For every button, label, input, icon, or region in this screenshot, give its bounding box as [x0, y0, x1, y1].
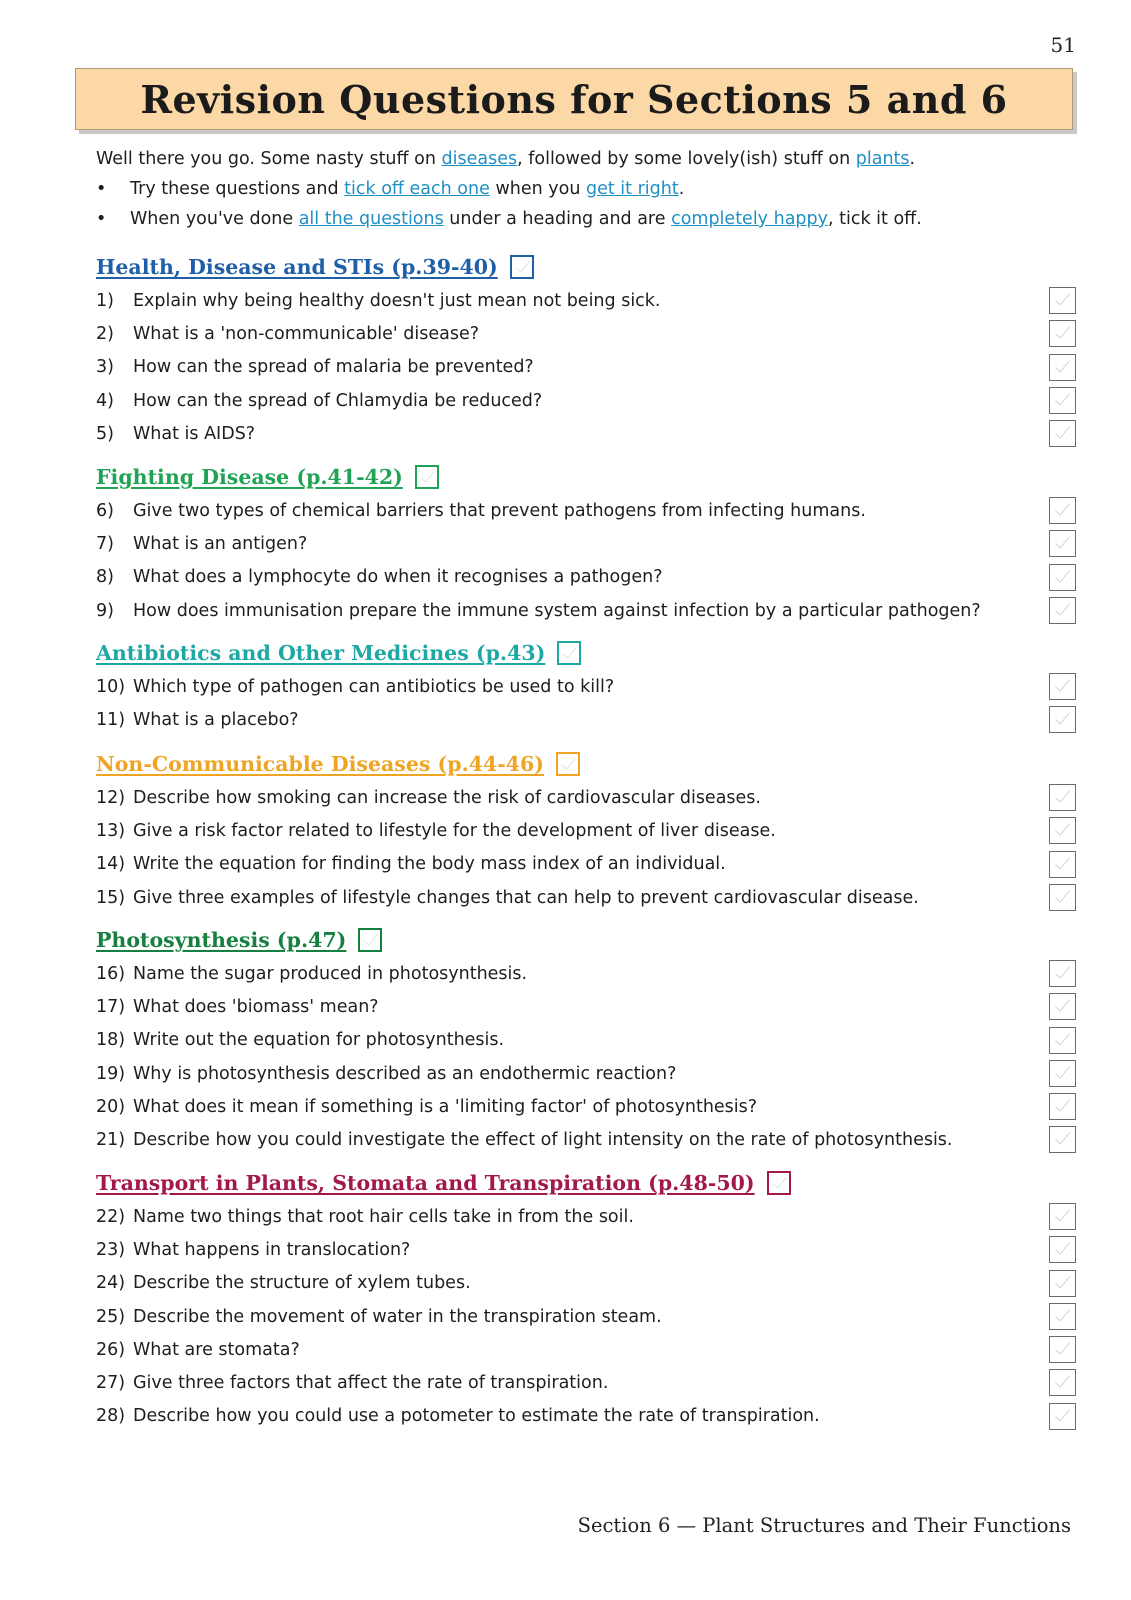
question-text: What is a placebo?: [133, 709, 299, 730]
section: [96, 1166, 1076, 1433]
question-checkbox[interactable]: [1049, 564, 1076, 591]
question-checkbox[interactable]: [1049, 706, 1076, 733]
question-number: 19): [96, 1063, 126, 1084]
question-checkbox[interactable]: [1049, 1236, 1076, 1263]
question-text: Which type of pathogen can antibiotics be used to kill?: [133, 676, 615, 697]
intro-text: when you: [489, 179, 586, 199]
section-heading: [96, 636, 1076, 670]
question-checkbox[interactable]: [1049, 1060, 1076, 1087]
section: [96, 747, 1076, 914]
intro-text: .: [678, 179, 685, 199]
intro: [96, 144, 1056, 234]
section-title: Transport in Plants, Stomata and Transpiration (p.48-50): [96, 1171, 755, 1195]
question-checkbox[interactable]: [1049, 287, 1076, 314]
question-text: How can the spread of malaria be prevented?: [133, 357, 534, 378]
question-item: [96, 384, 1076, 417]
question-number: 27): [96, 1373, 126, 1394]
question-item: [96, 561, 1076, 594]
highlight-completely-happy: completely happy: [671, 209, 828, 229]
question-checkbox[interactable]: [1049, 1093, 1076, 1120]
question-item: [96, 284, 1076, 317]
section-checkbox[interactable]: [415, 465, 439, 489]
question-item: [96, 990, 1076, 1023]
question-list: [96, 781, 1076, 914]
question-item: [96, 1233, 1076, 1266]
question-item: [96, 494, 1076, 527]
question-checkbox[interactable]: [1049, 960, 1076, 987]
question-number: 18): [96, 1030, 126, 1051]
question-checkbox[interactable]: [1049, 320, 1076, 347]
question-text: What does 'biomass' mean?: [133, 996, 379, 1017]
question-text: What does a lymphocyte do when it recognises a pathogen?: [133, 567, 663, 588]
question-checkbox[interactable]: [1049, 597, 1076, 624]
page-footer: Section 6 — Plant Structures and Their Functions: [577, 1514, 1071, 1537]
question-item: [96, 881, 1076, 914]
question-number: 2): [96, 323, 114, 344]
question-item: [96, 594, 1076, 627]
intro-text: Try these questions and: [130, 179, 345, 199]
question-text: Describe how you could investigate the effect of light intensity on the rate of photosynthesis.: [133, 1130, 953, 1151]
question-number: 9): [96, 600, 114, 621]
question-checkbox[interactable]: [1049, 817, 1076, 844]
question-item: [96, 317, 1076, 350]
question-text: Name the sugar produced in photosynthesis.: [133, 963, 528, 984]
question-number: 5): [96, 423, 114, 444]
question-item: [96, 1366, 1076, 1399]
question-text: How can the spread of Chlamydia be reduced?: [133, 390, 543, 411]
question-number: 12): [96, 787, 126, 808]
question-item: [96, 814, 1076, 847]
question-item: [96, 1057, 1076, 1090]
section-title: Antibiotics and Other Medicines (p.43): [96, 641, 546, 665]
section-heading: [96, 460, 1076, 494]
highlight-diseases: diseases: [441, 149, 518, 169]
question-number: 26): [96, 1339, 126, 1360]
section-checkbox[interactable]: [767, 1171, 791, 1195]
intro-text: , tick it off.: [828, 209, 922, 229]
question-number: 28): [96, 1406, 126, 1427]
section-heading: [96, 1166, 1076, 1200]
question-checkbox[interactable]: [1049, 993, 1076, 1020]
question-number: 7): [96, 533, 114, 554]
question-number: 22): [96, 1206, 126, 1227]
question-text: Describe the movement of water in the transpiration steam.: [133, 1306, 662, 1327]
section-title: Photosynthesis (p.47): [96, 928, 347, 952]
section-heading: [96, 747, 1076, 781]
section: [96, 636, 1076, 737]
question-checkbox[interactable]: [1049, 884, 1076, 911]
section-checkbox[interactable]: [358, 928, 382, 952]
question-checkbox[interactable]: [1049, 673, 1076, 700]
intro-text: .: [909, 149, 916, 169]
section-title: Health, Disease and STIs (p.39-40): [96, 255, 498, 279]
question-checkbox[interactable]: [1049, 1270, 1076, 1297]
question-item: [96, 1267, 1076, 1300]
question-text: Why is photosynthesis described as an endothermic reaction?: [133, 1063, 677, 1084]
question-number: 4): [96, 390, 114, 411]
question-text: Describe how you could use a potometer to estimate the rate of transpiration.: [133, 1406, 820, 1427]
intro-text: , followed by some lovely(ish) stuff on: [517, 149, 856, 169]
question-item: [96, 527, 1076, 560]
question-item: [96, 417, 1076, 450]
question-text: What is an antigen?: [133, 533, 308, 554]
question-text: Give two types of chemical barriers that prevent pathogens from infecting humans.: [133, 500, 866, 521]
question-checkbox[interactable]: [1049, 1403, 1076, 1430]
question-number: 24): [96, 1273, 126, 1294]
question-checkbox[interactable]: [1049, 1027, 1076, 1054]
question-item: [96, 1400, 1076, 1433]
intro-text: Well there you go. Some nasty stuff on: [96, 149, 442, 169]
page-number: 51: [1050, 33, 1076, 57]
question-item: [96, 670, 1076, 703]
question-checkbox[interactable]: [1049, 1303, 1076, 1330]
highlight-get-it-right: get it right: [585, 179, 679, 199]
question-number: 16): [96, 963, 126, 984]
question-checkbox[interactable]: [1049, 1126, 1076, 1153]
question-number: 15): [96, 887, 126, 908]
question-list: [96, 957, 1076, 1157]
question-item: [96, 1333, 1076, 1366]
question-text: Explain why being healthy doesn't just mean not being sick.: [133, 290, 661, 311]
question-checkbox[interactable]: [1049, 354, 1076, 381]
question-number: 23): [96, 1239, 126, 1260]
bullet-symbol: •: [96, 179, 107, 199]
highlight-all-questions: all the questions: [298, 209, 444, 229]
question-text: What is AIDS?: [133, 423, 256, 444]
question-item: [96, 1090, 1076, 1123]
question-number: 10): [96, 676, 126, 697]
question-number: 21): [96, 1130, 126, 1151]
section-heading: [96, 250, 1076, 284]
question-item: [96, 351, 1076, 384]
question-list: [96, 494, 1076, 627]
bullet-symbol: •: [96, 209, 107, 229]
section: [96, 923, 1076, 1157]
question-item: [96, 1300, 1076, 1333]
question-number: 17): [96, 996, 126, 1017]
question-text: Describe the structure of xylem tubes.: [133, 1273, 471, 1294]
question-text: Give three factors that affect the rate of transpiration.: [133, 1373, 609, 1394]
question-checkbox[interactable]: [1049, 420, 1076, 447]
question-text: Give a risk factor related to lifestyle for the development of liver disease.: [133, 820, 776, 841]
page-title: Revision Questions for Sections 5 and 6: [140, 76, 1008, 122]
question-item: [96, 703, 1076, 736]
question-list: [96, 1200, 1076, 1433]
question-number: 25): [96, 1306, 126, 1327]
question-number: 13): [96, 820, 126, 841]
section-checkbox[interactable]: [556, 752, 580, 776]
section-heading: [96, 923, 1076, 957]
question-checkbox[interactable]: [1049, 530, 1076, 557]
question-number: 6): [96, 500, 114, 521]
question-checkbox[interactable]: [1049, 851, 1076, 878]
section: [96, 250, 1076, 450]
question-text: Give three examples of lifestyle changes that can help to prevent cardiovascular disease.: [133, 887, 919, 908]
section-title: Fighting Disease (p.41-42): [96, 465, 403, 489]
title-banner: [75, 68, 1073, 130]
intro-bullet: [96, 204, 1056, 234]
section: [96, 460, 1076, 627]
question-text: Write the equation for finding the body mass index of an individual.: [133, 854, 726, 875]
question-item: [96, 1123, 1076, 1156]
question-item: [96, 848, 1076, 881]
question-checkbox[interactable]: [1049, 1203, 1076, 1230]
question-item: [96, 1024, 1076, 1057]
question-checkbox[interactable]: [1049, 1336, 1076, 1363]
intro-line: [96, 144, 1056, 174]
question-list: [96, 284, 1076, 450]
question-number: 20): [96, 1096, 126, 1117]
question-text: What happens in translocation?: [133, 1239, 411, 1260]
intro-text: When you've done: [130, 209, 299, 229]
section-checkbox[interactable]: [557, 641, 581, 665]
question-checkbox[interactable]: [1049, 784, 1076, 811]
question-text: What does it mean if something is a 'limiting factor' of photosynthesis?: [133, 1096, 758, 1117]
intro-bullet: [96, 174, 1056, 204]
section-checkbox[interactable]: [510, 255, 534, 279]
question-item: [96, 957, 1076, 990]
question-text: What is a 'non-communicable' disease?: [133, 323, 480, 344]
section-title: Non-Communicable Diseases (p.44-46): [96, 752, 544, 776]
question-number: 3): [96, 357, 114, 378]
question-text: Describe how smoking can increase the risk of cardiovascular diseases.: [133, 787, 761, 808]
question-number: 11): [96, 709, 126, 730]
question-item: [96, 1200, 1076, 1233]
question-checkbox[interactable]: [1049, 497, 1076, 524]
intro-text: under a heading and are: [443, 209, 672, 229]
question-checkbox[interactable]: [1049, 387, 1076, 414]
question-text: How does immunisation prepare the immune system against infection by a particular pathogen?: [133, 600, 981, 621]
question-item: [96, 781, 1076, 814]
highlight-plants: plants: [855, 149, 910, 169]
question-checkbox[interactable]: [1049, 1369, 1076, 1396]
question-text: Name two things that root hair cells take in from the soil.: [133, 1206, 634, 1227]
question-text: Write out the equation for photosynthesis.: [133, 1030, 505, 1051]
question-number: 1): [96, 290, 114, 311]
question-list: [96, 670, 1076, 737]
question-text: What are stomata?: [133, 1339, 300, 1360]
question-number: 14): [96, 854, 126, 875]
highlight-tick-off: tick off each one: [344, 179, 490, 199]
question-number: 8): [96, 567, 114, 588]
